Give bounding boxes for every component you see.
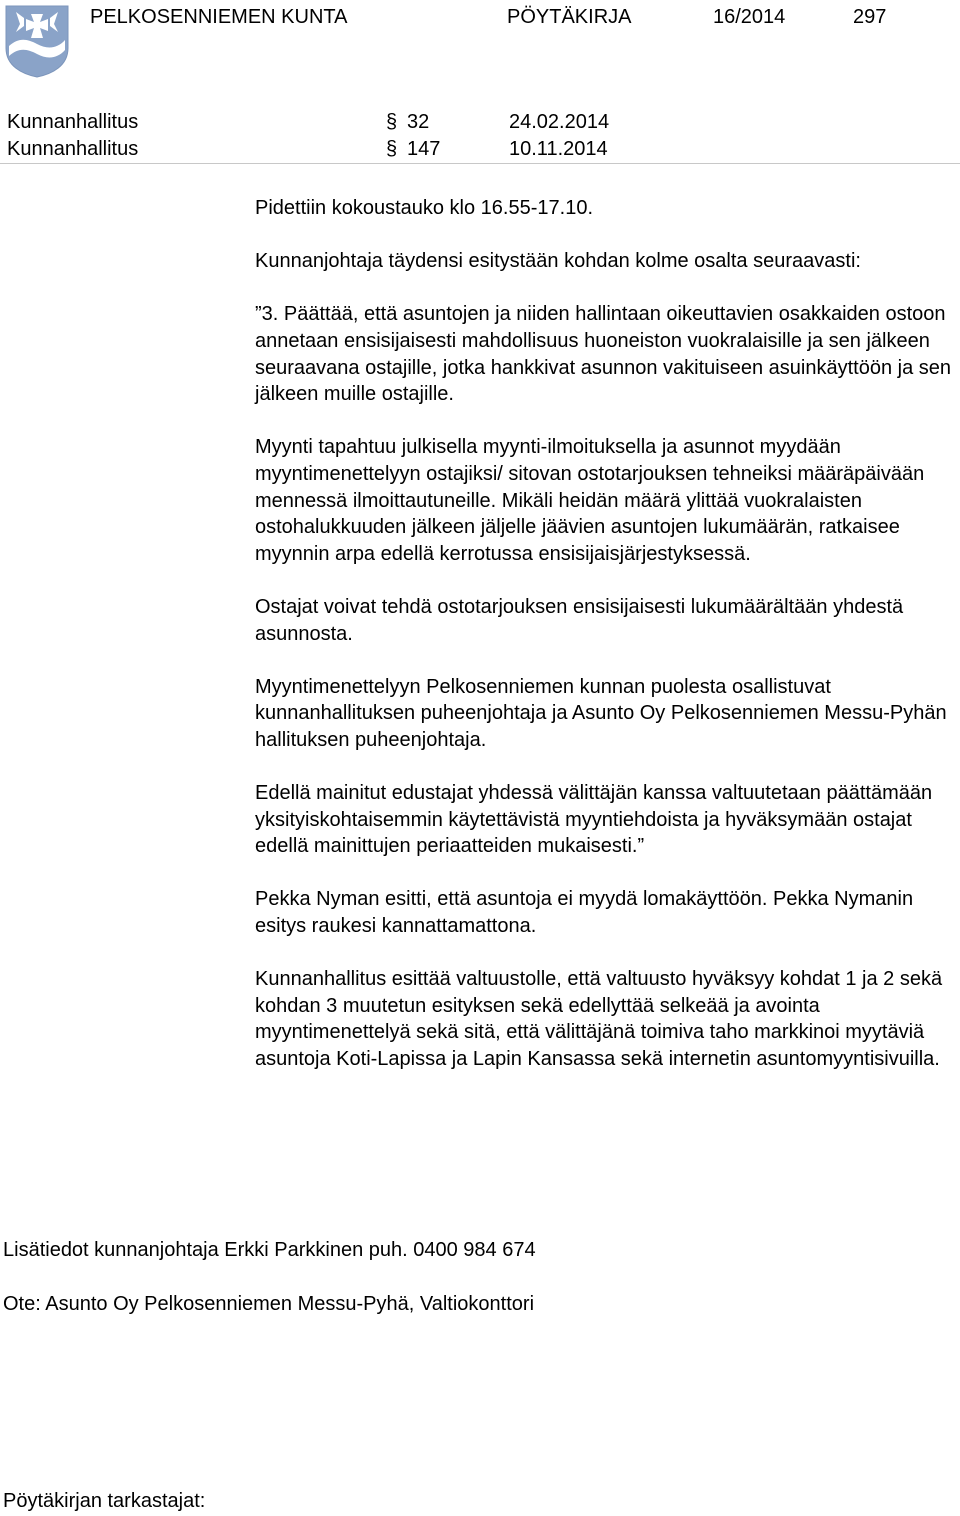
body-paragraph: Kunnanjohtaja täydensi esitystään kohdan kolme osalta seuraavasti:: [255, 250, 861, 273]
reviewers-label: Pöytäkirjan tarkastajat:: [3, 1490, 206, 1512]
section-body: Kunnanhallitus: [7, 111, 139, 133]
body-paragraph: Ostajat voivat tehdä ostotarjouksen ensisijaisesti lukumäärältään yhdestä asunnosta.: [255, 595, 904, 645]
body-paragraph: ”3. Päättää, että asuntojen ja niiden hallintaan oikeuttavien osakkaiden ostoon annetaan ensisijaisesti mahdollisuus huoneiston vuokralaisille ja sen jälkeen seuraavana ostajille, jotka hankkivat asunnon vakituiseen asuinkäyttöön ja sen jälkeen muille ostajille.: [255, 303, 951, 406]
section-date: 10.11.2014: [509, 138, 608, 160]
contact-info: Lisätiedot kunnanjohtaja Erkki Parkkinen puh. 0400 984 674: [3, 1239, 536, 1261]
section-body: Kunnanhallitus: [7, 138, 139, 160]
page-number: 297: [853, 6, 887, 28]
header-divider: [0, 163, 960, 164]
coat-of-arms-icon: [4, 4, 70, 78]
section-reference-row: [7, 136, 647, 163]
document-type: PÖYTÄKIRJA: [507, 6, 632, 28]
body-paragraph: Pekka Nyman esitti, että asuntoja ei myydä lomakäyttöön. Pekka Nymanin esitys raukesi kannattamattona.: [255, 888, 914, 938]
minutes-number: 16/2014: [713, 6, 786, 28]
section-symbol: §: [386, 138, 398, 160]
section-number: 147: [407, 138, 441, 160]
section-symbol: §: [386, 111, 398, 133]
section-number: 32: [407, 111, 430, 133]
extract-recipients: Ote: Asunto Oy Pelkosenniemen Messu-Pyhä, Valtiokonttori: [3, 1293, 535, 1315]
body-paragraph: Myyntimenettelyyn Pelkosenniemen kunnan puolesta osallistuvat kunnanhallituksen puheenjohtaja ja Asunto Oy Pelkosenniemen Messu-Pyhän hallituksen puheenjohtaja.: [255, 675, 947, 751]
body-paragraph: Myynti tapahtuu julkisella myynti-ilmoituksella ja asunnot myydään myyntimenettelyyn ostajiksi/ sitovan ostotarjouksen tehneiksi määräpäivään mennessä ilmoittautuneille. Mikäli heidän määrä ylittää vuokralaisten ostohalukkuuden jälkeen jäljelle jäävien asuntojen lukumäärän, ratkaisee myynnin arpa edellä kerrotussa ensisijaisjärjestyksessä.: [255, 436, 925, 565]
organization-name: PELKOSENNIEMEN KUNTA: [90, 6, 348, 28]
section-reference-row: [7, 109, 647, 136]
body-paragraph: Pidettiin kokoustauko klo 16.55-17.10.: [255, 197, 593, 219]
minutes-body: [255, 195, 955, 1099]
body-paragraph: Edellä mainitut edustajat yhdessä välittäjän kanssa valtuutetaan päättämään yksityiskohtaisemmin käytettävistä myyntiehdoista ja hyväksymään ostajat edellä mainittujen periaatteiden mukaisesti.”: [255, 782, 933, 858]
body-paragraph: Kunnanhallitus esittää valtuustolle, että valtuusto hyväksyy kohdat 1 ja 2 sekä kohdan 3 muutetun esityksen sekä edellyttää selkeää ja avointa myyntimenettelyä sekä sitä, että välittäjänä toimiva taho markkinoi myytäviä asuntoja Koti-Lapissa ja Lapin Kansassa sekä internetin asuntomyyntisivuilla.: [255, 968, 943, 1070]
section-date: 24.02.2014: [509, 111, 610, 133]
